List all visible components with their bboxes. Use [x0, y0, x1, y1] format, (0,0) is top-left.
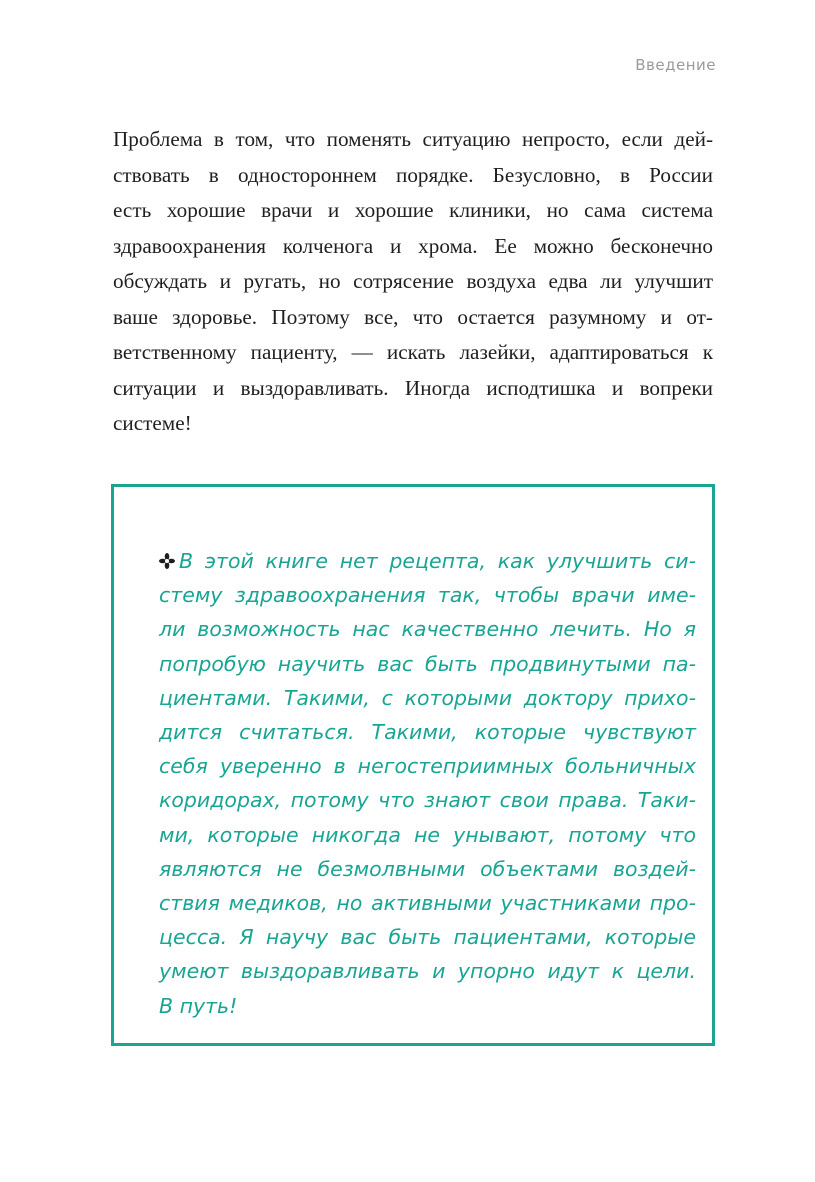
- callout-line: себя уверенно в негостеприимных больничных: [159, 754, 696, 779]
- paragraph-line: здравоохранения колченога и хрома. Ее можно бесконечно: [113, 233, 713, 258]
- callout-line: коридорах, потому что знают свои права. Таки-: [159, 788, 696, 813]
- paragraph-line: ваше здоровье. Поэтому все, что остается разумному и от-: [113, 304, 713, 329]
- callout-line: ми, которые никогда не унывают, потому что: [159, 822, 696, 847]
- paragraph-line: ситуации и выздоравливать. Иногда исподтишка и вопреки: [113, 375, 713, 400]
- callout-line-text: В этой книге нет рецепта, как улучшить си-: [179, 549, 696, 573]
- paragraph-line: Проблема в том, что поменять ситуацию непросто, если дей-: [113, 127, 713, 151]
- paragraph-line: есть хорошие врачи и хорошие клиники, но сама система: [113, 198, 713, 222]
- body-paragraph: [113, 122, 713, 442]
- flower-bullet-icon: [159, 553, 175, 569]
- paragraph-line: обсуждать и ругать, но сотрясение воздуха едва ли улучшит: [113, 269, 713, 293]
- callout-line: В путь!: [159, 993, 238, 1018]
- callout-line: попробую научить вас быть продвинутыми па-: [159, 651, 696, 676]
- callout-line: цесса. Я научу вас быть пациентами, которые: [159, 925, 696, 950]
- paragraph-line: ствовать в одностороннем порядке. Безусловно, в России: [113, 162, 713, 187]
- callout-line: стему здравоохранения так, чтобы врачи име-: [159, 583, 696, 608]
- running-header: Введение: [635, 56, 716, 74]
- callout-line: умеют выздоравливать и упорно идут к цели.: [159, 959, 696, 984]
- callout-text: [159, 544, 696, 1023]
- callout-line: ствия медиков, но активными участниками про-: [159, 891, 696, 916]
- callout-line: [159, 544, 696, 578]
- callout-line: циентами. Такими, с которыми доктору прихо-: [159, 685, 696, 710]
- paragraph-line: ветственному пациенту, — искать лазейки, адаптироваться к: [113, 340, 713, 364]
- callout-line: ли возможность нас качественно лечить. Но я: [159, 617, 696, 642]
- paragraph-line: системе!: [113, 411, 192, 435]
- callout-line: являются не безмолвными объектами воздей-: [159, 856, 696, 881]
- callout-line: дится считаться. Такими, которые чувствуют: [159, 720, 696, 745]
